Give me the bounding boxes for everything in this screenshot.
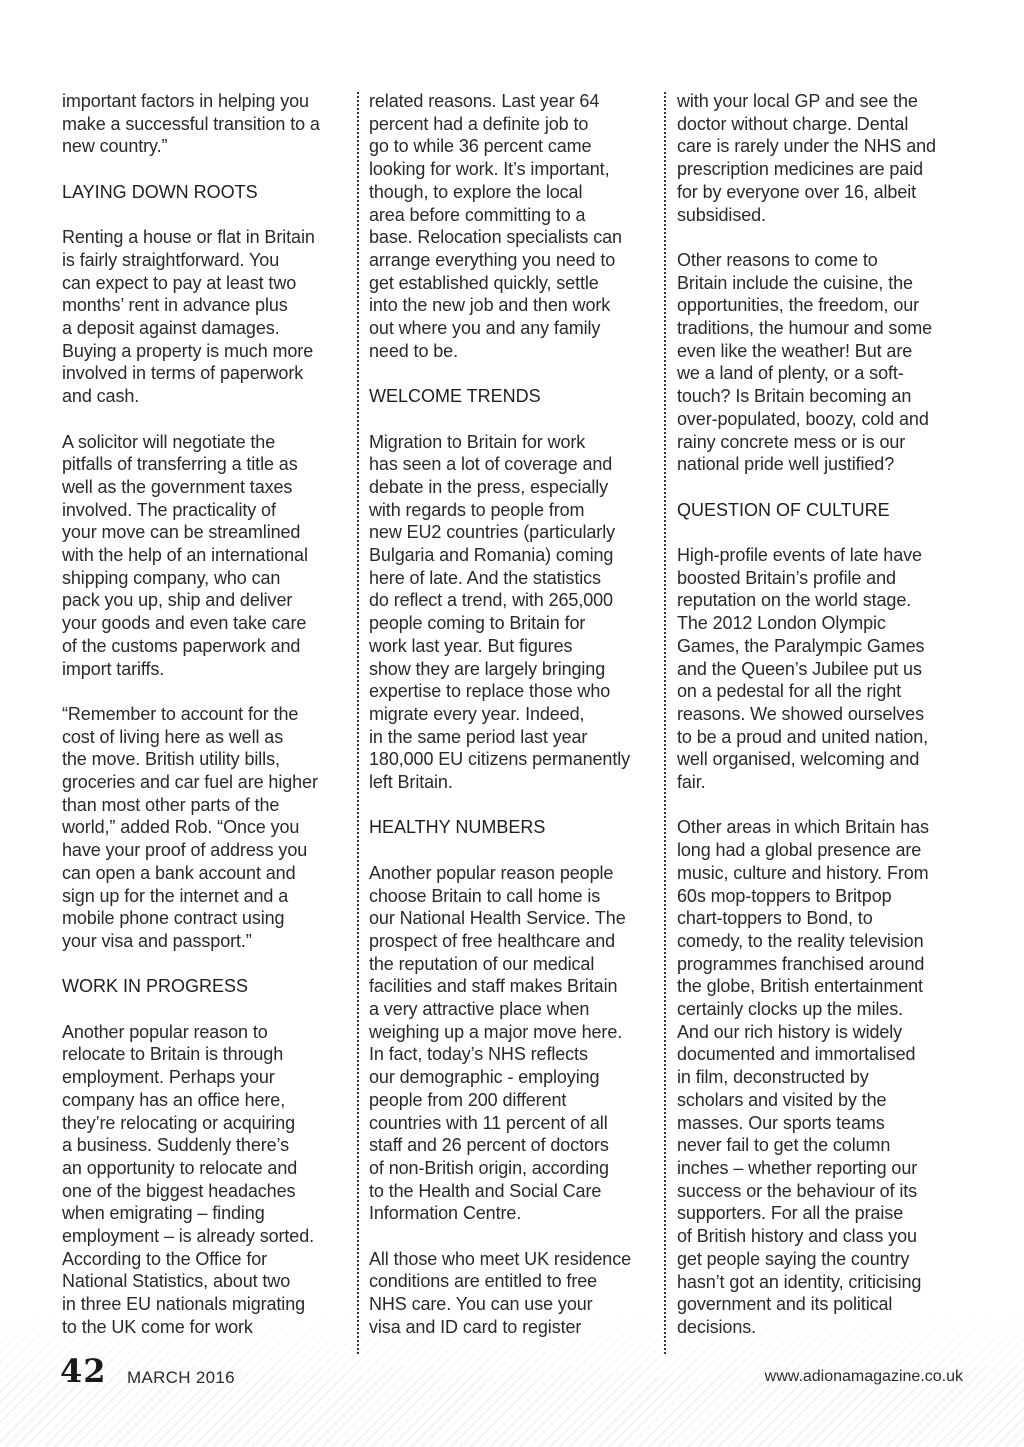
body-paragraph: Another popular reason to relocate to Britain is through employment. Perhaps your company has an office here, they’re relocating or acquiring a business. Suddenly there’s an opportunity to relocate and one of the biggest headaches when emigrating – finding employment – is already sorted. According to the Office for National Statistics, about two in three EU nationals migrating to the UK come for work [62,1021,315,1337]
issue-date: MARCH 2016 [127,1368,235,1387]
body-paragraph: All those who meet UK residence conditions are entitled to free NHS care. You can use your visa and ID card to register [369,1248,632,1337]
body-paragraph: related reasons. Last year 64 percent had a definite job to go to while 36 percent came looking for work. It’s important, though, to explore the local area before committing to a base. Relocation specialists can arrange everything you need to get established quickly, settle into the new job and then work out where you and any family need to be. [369,91,622,361]
website-url[interactable]: www.adionamagazine.co.uk [764,1368,963,1385]
body-paragraph: Other reasons to come to Britain include the cuisine, the opportunities, the freedom, our traditions, the humour and some even like the weather! But are we a land of plenty, or a soft- touch? Is Britain becoming an over-populated, boozy, cold and rainy concrete mess or is our national pride well justified? [677,249,933,475]
section-heading: LAYING DOWN ROOTS [62,181,258,202]
column-divider [664,92,666,1354]
section-heading: WORK IN PROGRESS [62,976,249,997]
section-heading: HEALTHY NUMBERS [369,817,546,838]
body-paragraph: with your local GP and see the doctor without charge. Dental care is rarely under the NHS and prescription medicines are paid for by everyone over 16, albeit subsidised. [677,91,936,225]
article-column-2 [369,90,669,1339]
body-paragraph: A solicitor will negotiate the pitfalls of transferring a title as well as the government taxes involved. The practicality of your move can be streamlined with the help of an international shipping company, who can pack you up, ship and deliver your goods and even take care of the customs paperwork and import tariffs. [62,431,308,679]
column-divider [357,92,359,1354]
body-paragraph: important factors in helping you make a successful transition to a new country.” [62,91,320,157]
section-heading: WELCOME TRENDS [369,386,541,407]
page-number: 42 [60,1352,107,1390]
body-paragraph: Other areas in which Britain has long had a global presence are music, culture and history. From 60s mop-toppers to Britpop chart-toppers to Bond, to comedy, to the reality television programmes franchised around the globe, British entertainment certainly clocks up the miles. And our rich history is widely documented and immortalised in film, deconstructed by scholars and visited by the masses. Our sports teams never fail to get the column inches – whether reporting our success or the behaviour of its supporters. For all the praise of British history and class you get people saying the country hasn’t got an identity, criticising government and its political decisions. [677,817,929,1337]
section-heading: QUESTION OF CULTURE [677,499,890,520]
body-paragraph: Renting a house or flat in Britain is fairly straightforward. You can expect to pay at least two months’ rent in advance plus a deposit against damages. Buying a property is much more involved in terms of paperwork and cash. [62,227,315,407]
body-paragraph: High-profile events of late have boosted Britain’s profile and reputation on the world stage. The 2012 London Olympic Games, the Paralympic Games and the Queen’s Jubilee put us on a pedestal for all the right reasons. We showed ourselves to be a proud and united nation, well organised, welcoming and fair. [677,545,929,793]
body-paragraph: Another popular reason people choose Britain to call home is our National Health Service. The prospect of free healthcare and the reputation of our medical facilities and staff makes Britain a very attractive place when weighing up a major move here. In fact, today’s NHS reflects our demographic - employing people from 200 different countries with 11 percent of all staff and 26 percent of doctors of non-British origin, according to the Health and Social Care Information Centre. [369,862,626,1224]
article-column-1 [62,90,362,1339]
body-paragraph: Migration to Britain for work has seen a lot of coverage and debate in the press, especially with regards to people from new EU2 countries (particularly Bulgaria and Romania) coming here of late. And the statistics do reflect a trend, with 265,000 people coming to Britain for work last year. But figures show they are largely bringing expertise to replace those who migrate every year. Indeed, in the same period last year 180,000 EU citizens permanently left Britain. [369,431,631,793]
body-paragraph: “Remember to account for the cost of living here as well as the move. British utility bills, groceries and car fuel are higher than most other parts of the world,” added Rob. “Once you have your proof of address you can open a bank account and sign up for the internet and a mobile phone contract using your visa and passport.” [62,703,318,951]
article-column-3 [677,90,977,1339]
